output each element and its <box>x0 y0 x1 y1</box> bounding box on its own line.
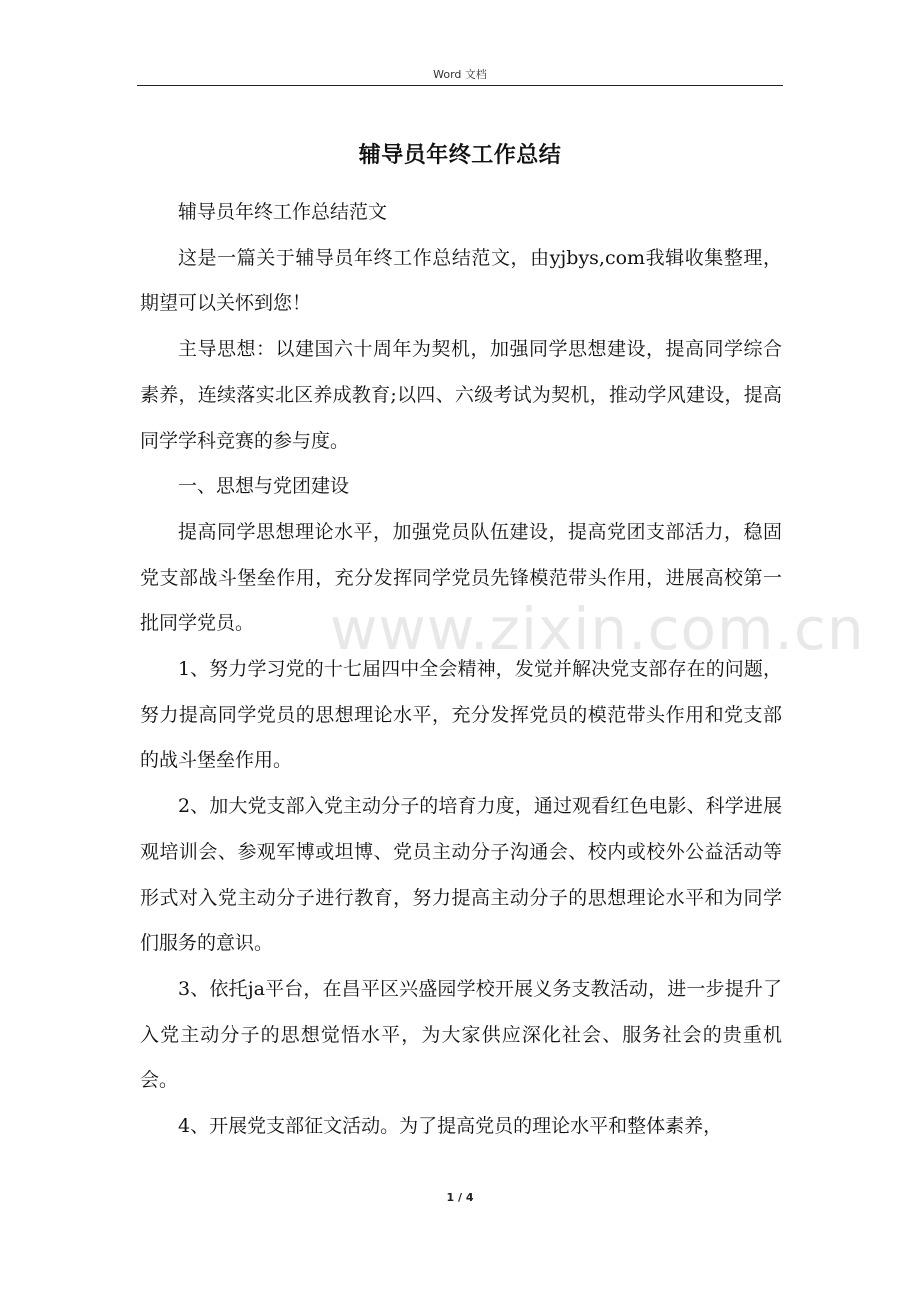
section-heading-1: 一、思想与党团建设 <box>178 475 350 498</box>
page-header: Word 文档 <box>433 68 487 81</box>
document-body <box>140 190 782 1150</box>
paragraph-subtitle: 辅导员年终工作总结范文 <box>178 201 388 223</box>
document-title: 辅导员年终工作总结 <box>358 143 562 168</box>
paragraph-guiding-idea: 主导思想：以建国六十周年为契机，加强同学思想建设，提高同学综合素养，连续落实北区养成教育;以四、六级考试为契机，推动学风建设，提高同学学科竞赛的参与度。 <box>140 338 782 452</box>
header-divider <box>137 85 783 86</box>
list-item-2: 2、加大党支部入党主动分子的培育力度，通过观看红色电影、科学进展观培训会、参观军博或坦博、党员主动分子沟通会、校内或校外公益活动等形式对入党主动分子进行教育，努力提高主动分子的思想理论水平和为同学们服务的意识。 <box>140 795 782 955</box>
page-number: 1 / 4 <box>446 1191 474 1204</box>
list-item-1: 1、努力学习党的十七届四中全会精神，发觉并解决党支部存在的问题，努力提高同学党员的思想理论水平，充分发挥党员的模范带头作用和党支部的战斗堡垒作用。 <box>140 658 782 772</box>
list-item-3: 3、依托ja平台，在昌平区兴盛园学校开展义务支教活动，进一步提升了入党主动分子的思想觉悟水平，为大家供应深化社会、服务社会的贵重机会。 <box>140 977 782 1092</box>
watermark: www.zixin.com.cn <box>330 595 865 663</box>
list-item-4: 4、开展党支部征文活动。为了提高党员的理论水平和整体素养， <box>178 1115 723 1138</box>
paragraph-section-1-intro: 提高同学思想理论水平，加强党员队伍建设，提高党团支部活力，稳固党支部战斗堡垒作用，充分发挥同学党员先锋模范带头作用，进展高校第一批同学党员。 <box>140 520 782 635</box>
paragraph-intro: 这是一篇关于辅导员年终工作总结范文，由yjbys,com我辑收集整理，期望可以关怀到您！ <box>140 246 782 315</box>
